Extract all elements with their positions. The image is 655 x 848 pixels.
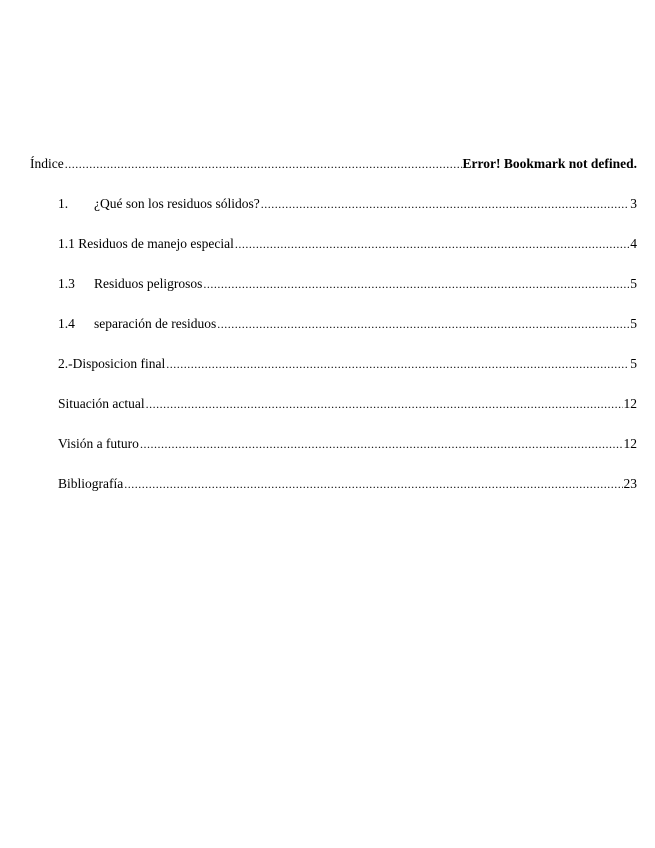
toc-entry-vision-futuro[interactable] — [58, 436, 637, 456]
toc-entry-label: 2.-Disposicion final — [58, 356, 166, 371]
toc-dot-leader — [166, 357, 629, 372]
toc-entry-situacion-actual[interactable] — [58, 396, 637, 416]
toc-entry-number: 1. — [58, 196, 69, 211]
toc-entry-page: 3 — [630, 196, 637, 211]
toc-entry-label: Residuos peligrosos — [94, 276, 203, 291]
toc-entry-separacion-residuos[interactable] — [58, 316, 637, 336]
toc-entry-page: 5 — [630, 276, 637, 291]
toc-entry-label: Índice — [30, 156, 64, 171]
toc-entry-page: 4 — [630, 236, 637, 251]
toc-entry-manejo-especial[interactable] — [58, 236, 637, 256]
toc-dot-leader — [217, 317, 629, 332]
toc-dot-leader — [235, 237, 629, 252]
toc-dot-leader — [203, 277, 629, 292]
toc-dot-leader — [261, 197, 630, 212]
toc-entry-disposicion-final[interactable] — [58, 356, 637, 376]
toc-entry-page: 5 — [630, 316, 637, 331]
toc-entry-number: 1.3 — [58, 276, 75, 291]
toc-entry-page: 23 — [623, 476, 637, 491]
toc-entry-page: 5 — [630, 356, 637, 371]
toc-dot-leader — [140, 437, 623, 452]
toc-entry-page: 12 — [623, 396, 637, 411]
toc-dot-leader — [65, 157, 462, 172]
toc-entry-page-error: Error! Bookmark not defined. — [462, 156, 637, 171]
toc-entry-label: Situación actual — [58, 396, 145, 411]
table-of-contents — [30, 156, 637, 516]
toc-dot-leader — [146, 397, 623, 412]
toc-entry-indice[interactable] — [30, 156, 637, 176]
toc-entry-label: Bibliografía — [58, 476, 124, 491]
toc-dot-leader — [124, 477, 622, 492]
toc-entry-label: Visión a futuro — [58, 436, 139, 451]
toc-entry-label: separación de residuos — [94, 316, 217, 331]
toc-entry-residuos-solidos[interactable] — [58, 196, 637, 216]
toc-entry-label: ¿Qué son los residuos sólidos? — [94, 196, 260, 211]
toc-entry-bibliografia[interactable] — [58, 476, 637, 496]
toc-entry-page: 12 — [623, 436, 637, 451]
toc-entry-label: 1.1 Residuos de manejo especial — [58, 236, 234, 251]
toc-entry-residuos-peligrosos[interactable] — [58, 276, 637, 296]
toc-entry-number: 1.4 — [58, 316, 75, 331]
